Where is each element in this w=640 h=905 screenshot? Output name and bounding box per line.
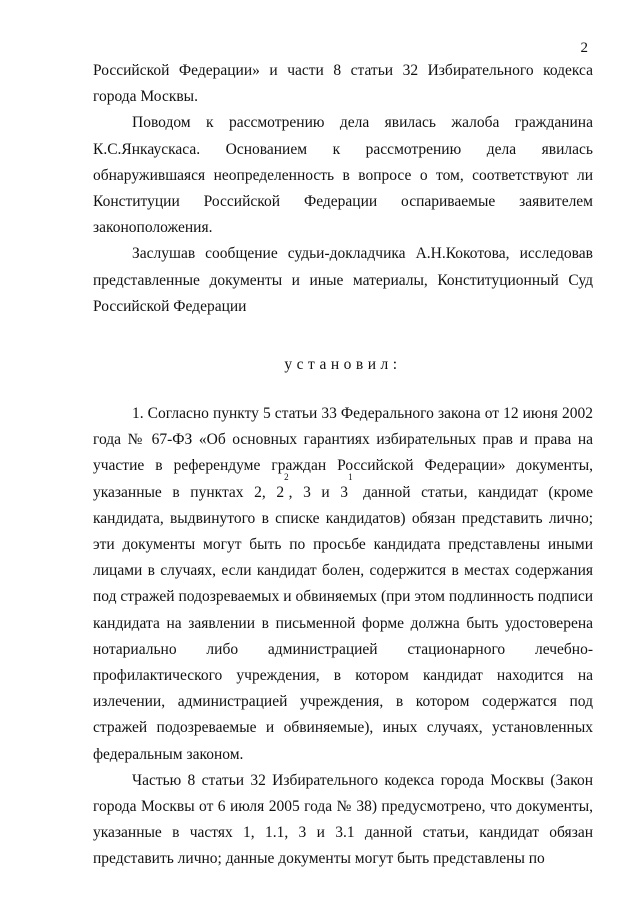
paragraph-continuation: Российской Федерации» и части 8 статьи 32 Избирательного кодекса города Москвы. xyxy=(93,62,593,106)
paragraph-point-1-text-a: 1. Согласно пункту 5 статьи 33 Федерального закона от 12 июня 2002 года № 67-ФЗ «Об основных гарантиях избирательных прав и права на участие в референдуме граждан Российской Федерации» документы, указанные в пунктах 2, 2 xyxy=(93,405,593,501)
paragraph-point-1 xyxy=(93,401,593,768)
page-number: 2 xyxy=(580,40,588,56)
superscript-2: 2 xyxy=(284,471,289,482)
paragraph-hearing: Заслушав сообщение судьи-докладчика А.Н.Кокотова, исследовав представленные документы и иные материалы, Конституционный Суд Российской Федерации xyxy=(93,245,593,315)
paragraph-grounds: Поводом к рассмотрению дела явилась жалоба гражданина К.С.Янкаускаса. Основанием к рассмотрению дела явилась обнаружившаяся неопределенность в вопросе о том, соответствуют ли Конституции Российской Федерации оспариваемые заявителем законоположения. xyxy=(93,114,593,237)
superscript-1: 1 xyxy=(348,471,353,482)
paragraph-point-1-text-c: данной статьи, кандидат (кроме кандидата, выдвинутого в списке кандидатов) обязан представить лично; эти документы могут быть по просьбе кандидата представлены иными лицами в случаях, если кандидат болен, содержится в местах содержания под стражей подозреваемых и обвиняемых (при этом подлинность подписи кандидата на заявлении в письменной форме должна быть удостоверена нотариально либо администрацией стационарного лечебно-профилактического учреждения, в котором кандидат находится на излечении, администрацией учреждения, в котором содержатся под стражей подозреваемые и обвиняемые), иных случаях, установленных федеральным законом. xyxy=(93,483,594,763)
document-body xyxy=(93,58,593,873)
paragraph-moscow-code: Частью 8 статьи 32 Избирательного кодекса города Москвы (Закон города Москвы от 6 июля 2005 года № 38) предусмотрено, что документы, указанные в частях 1, 1.1, 3 и 3.1 данной статьи, кандидат обязан представить лично; данные документы могут быть представлены по xyxy=(93,771,593,868)
paragraph-point-1-text-b: , 3 и 3 xyxy=(288,483,349,501)
section-heading: установил: xyxy=(284,356,402,374)
